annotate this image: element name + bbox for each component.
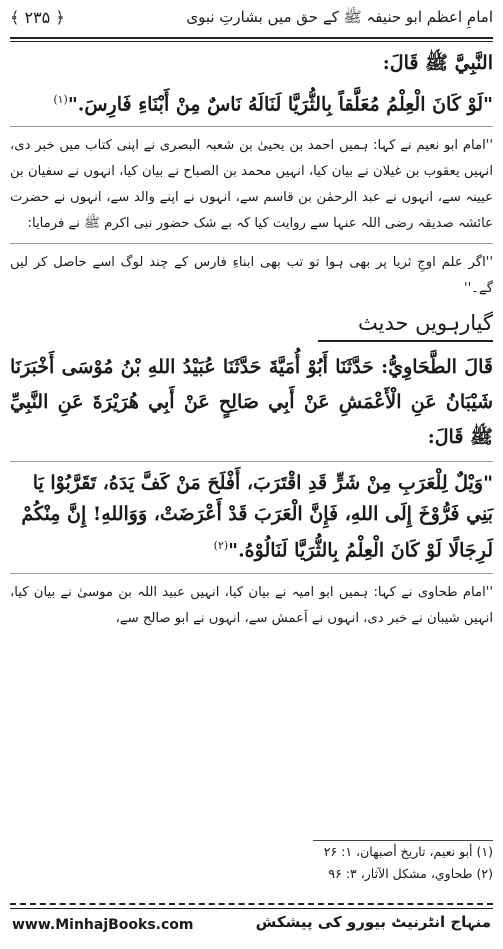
footnote-2: (۲) طحاوي، مشكل الآثار، ۳: ۹۶ [328, 866, 493, 881]
footer-url: www.MinhajBooks.com [12, 917, 194, 933]
header-rule [10, 37, 493, 39]
footnote-1: (۱) أبو نعيم، تاريخ أصبهان، ۱: ۲۶ [323, 844, 493, 859]
divider [10, 461, 493, 462]
page-header [10, 4, 493, 38]
footer-dashed-rule [10, 903, 493, 905]
footer-thin-rule [10, 908, 493, 909]
arabic-quote-2 [10, 468, 493, 566]
urdu-paragraph-1: ''امام ابو نعیم نے کہا: ہمیں احمد بن یحییٰ بن شعبہ البصری نے اپنی کتاب میں خبر دی، انہیں یعقوب بن غیلان نے بیان کیا، انہیں محمد بن الصباح نے بیان کیا، انہوں نے سفیان بن عیینہ سے، انہوں نے عبد الرحمٰن بن قاسم سے، انہوں نے اپنے والد سے، انہوں نے حضرت عائشہ صدیقہ رضی اللہ عنہا سے روایت کیا کہ بے شک حضور نبی اکرم ﷺ نے فرمایا: [10, 138, 493, 232]
section-title: گیارہویں حدیث [357, 311, 493, 336]
page-number: ﴾ ۲۳۵ ﴿ [10, 8, 65, 27]
page-body [10, 48, 493, 632]
running-title: امامِ اعظم ابو حنیفہ ﷺ کے حق میں بشارتِ نبوی [186, 8, 493, 26]
urdu-paragraph-3: ''امام طحاوی نے کہا: ہمیں ابو امیہ نے بیان کیا، انہیں عبید اللہ بن موسیٰ نے بیان کیا، انہیں شیبان نے خبر دی، انہوں نے اَعمش سے، انہوں نے ابو صالح سے، [10, 584, 493, 626]
arabic-isnad: قَالَ الطَّحَاوِيُّ: حَدَّثَنَا أَبُوْ أُمَيَّةَ حَدَّثَنَا عُبَيْدُ اللهِ بْنُ مُوْسَى أَخْبَرَنَا شَيْبَانُ عَنِ الْأَعْمَشِ عَنْ أَبِي صَالِحٍ عَنْ أَبِي هُرَيْرَةَ عَنِ النَّبِيِّ ﷺ قَالَ: [10, 356, 493, 449]
footnote-marker-1: (۱) [53, 93, 68, 106]
header-rule-thin [10, 41, 493, 42]
arabic-quote-1-text: "لَوْ كَانَ الْعِلْمُ مُعَلَّقاً بِالثُّرَيَّا لَنَالَهُ نَاسٌ مِنْ أَبْنَاءِ فَارِسَ." [67, 93, 493, 116]
section-title-underline [318, 340, 493, 342]
footnotes [10, 840, 493, 885]
footnote-marker-2: (۲) [213, 539, 229, 553]
urdu-paragraph-2: ''اگر علم اوجِ ثریا پر بھی ہوا تو تب بھی ابناءِ فارس کے چند لوگ اسے حاصل کر لیں گے۔'' [10, 255, 493, 297]
divider [10, 243, 493, 244]
arabic-quote-1 [10, 84, 493, 120]
arabic-lead: النَّبِيَّ ﷺ قَالَ: [382, 52, 493, 74]
divider [10, 573, 493, 574]
footer-credit: منہاج انٹرنیٹ بیورو کی پیشکش [255, 913, 491, 931]
divider [10, 126, 493, 127]
footer-rules [10, 903, 493, 909]
arabic-quote-2-text: "وَيْلٌ لِلْعَرَبِ مِنْ شَرٍّ قَدِ اقْتَرَبَ، أَفْلَحَ مَنْ كَفَّ يَدَهُ، تَقَرَّبُوْا يَا بَنِي فَرُّوْخَ إِلَى اللهِ، فَإِنَّ الْعَرَبَ قَدْ أَعْرَضَتْ، وَوَاللهِ! إِنَّ مِنْكُمْ لَرِجَالًا لَوْ كَانَ الْعِلْمُ بِالثُّرَيَّا لَنَالُوْهُ." [21, 472, 493, 562]
